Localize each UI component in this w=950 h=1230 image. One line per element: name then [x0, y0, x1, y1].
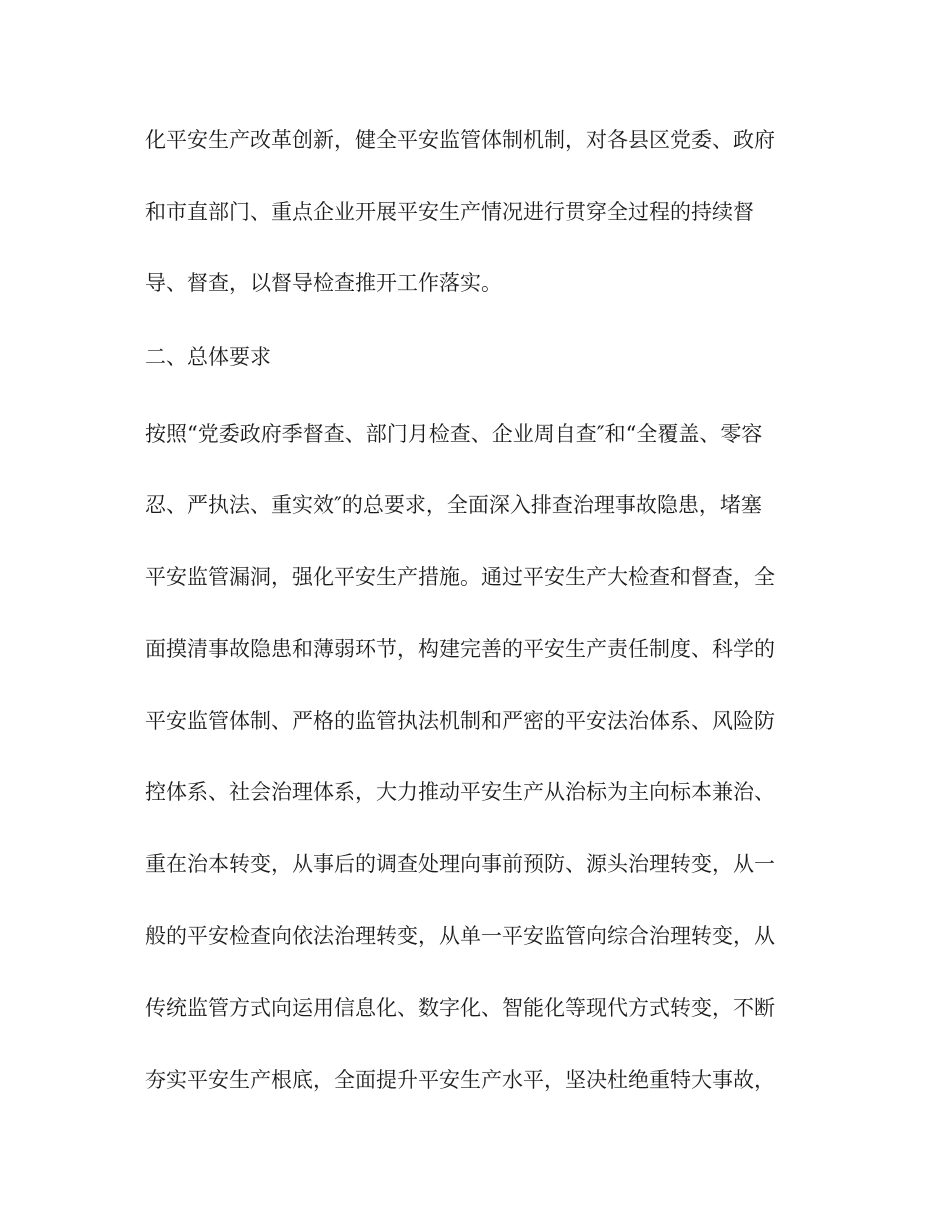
- text-line: 夯实平安生产根底，全面提升平安生产水平，坚决杜绝重特大事故，: [145, 1068, 775, 1092]
- text-line: 面摸清事故隐患和薄弱环节，构建完善的平安生产责任制度、科学的: [145, 637, 775, 661]
- text-line: 平安监管体制、严格的监管执法机制和严密的平安法治体系、风险防: [145, 709, 775, 733]
- section-heading: 二、总体要求: [145, 345, 271, 369]
- text-line: 重在治本转变，从事后的调查处理向事前预防、源头治理转变，从一: [145, 852, 775, 876]
- text-line: 和市直部门、重点企业开展平安生产情况进行贯穿全过程的持续督: [145, 200, 754, 224]
- text-line: 按照“党委政府季督查、部门月检查、企业周自查″和“全覆盖、零容: [145, 422, 763, 446]
- text-line: 般的平安检查向依法治理转变，从单一平安监管向综合治理转变，从: [145, 924, 775, 948]
- text-line: 导、督查，以督导检查推开工作落实。: [145, 271, 502, 295]
- text-line: 传统监管方式向运用信息化、数字化、智能化等现代方式转变，不断: [145, 996, 775, 1020]
- text-line: 化平安生产改革创新，健全平安监管体制机制，对各县区党委、政府: [145, 128, 775, 152]
- text-line: 平安监管漏洞，强化平安生产措施。通过平安生产大检查和督查，全: [145, 565, 775, 589]
- text-line: 控体系、社会治理体系，大力推动平安生产从治标为主向标本兼治、: [145, 780, 775, 804]
- text-line: 忍、严执法、重实效″的总要求，全面深入排查治理事故隐患，堵塞: [145, 493, 762, 517]
